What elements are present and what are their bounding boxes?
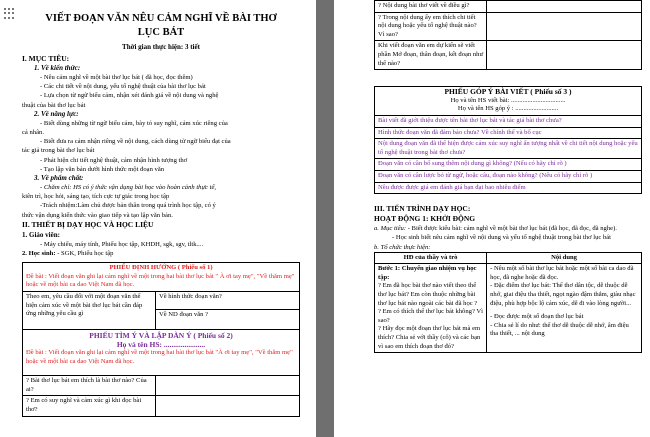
question-cell[interactable]: ? Em có suy nghĩ và cảm xúc gì khi đọc bài thơ? [23, 396, 156, 416]
answer-cell[interactable] [487, 12, 642, 41]
answer-cell[interactable] [487, 41, 642, 70]
student-materials-row [22, 249, 300, 258]
competence-line: cá nhân. [22, 129, 44, 137]
answer-cell[interactable] [155, 396, 299, 416]
duration-label: Thời gian thực hiện: 3 tiết [122, 43, 200, 51]
knowledge-line: - Lựa chọn từ ngữ biểu cảm, nhận xét đánh giá về nội dung và nghệ [40, 92, 219, 100]
content-line: - Nêu một số bài thơ lục bát hoặc một số bài ca dao đã học, đã nghe hoặc đã đọc. [490, 265, 634, 281]
subheading-qualities: 3. Về phẩm chất: [34, 174, 84, 183]
reviewer-name-line: Họ và tên HS góp ý : .......................... [457, 105, 559, 113]
content-line: - Đặc điểm thơ lục bát: Thể thơ dân tộc, dễ thuộc dễ nhớ, giai điệu tha thiết, ngọt ngào đậm thắm, giàu nhạc điệu, phù hợp bộc lộ cảm xúc, dễ đi vào lòng người... [490, 282, 636, 307]
question-cell[interactable]: Khi viết đoạn văn em dự kiến sẽ viết phần Mở đoạn, thân đoạn, kết đoạn như thế nào? [375, 41, 487, 70]
teacher-student-cell[interactable] [375, 264, 487, 353]
competence-line: - Biết dùng những từ ngữ biểu cảm, bày tỏ suy nghĩ, cảm xúc riêng của [40, 119, 228, 127]
section-heading-materials: II. THIẾT BỊ DẠY HỌC VÀ HỌC LIỆU [22, 219, 154, 229]
objective-text-2: - Học sinh biết nêu cảm nghĩ về nội dung và yếu tố nghệ thuật trong bài thơ lục bát [392, 234, 612, 242]
document-page-right [334, 0, 650, 437]
form-question-cell[interactable]: Về hình thức đoạn văn? [155, 292, 299, 310]
qualities-line: -Trách nhiệm:Làm chủ được bản thân trong quá trình học tập, có ý [40, 202, 216, 210]
feedback-row[interactable]: Nội dung đoạn văn đã thể hiện được cảm xúc suy nghĩ ấn tượng nhất về chi tiết nội dung hoặc yếu tố nghệ thuật trong bài thơ chưa? [375, 139, 642, 159]
section-heading-process: III. TIẾN TRÌNH DẠY HỌC: [374, 204, 471, 214]
content-line: - Chia sẻ lí do như: thể thơ dễ thuộc dễ nhớ, âm điệu tha thiết, ... nội dung [490, 321, 629, 338]
worksheet-1-title: PHIẾU ĐỊNH HƯỚNG ( Phiếu số 1) [109, 264, 213, 272]
knowledge-line: thuật của bài thơ lục bát [22, 101, 86, 109]
activity-question: ? Em đã học bài thơ nào viết theo thể thơ lục bát? Em còn thuộc những bài thơ lục bát nào ngoài các bài đã học ? [378, 282, 478, 307]
objective-label: a. Mục tiêu: [374, 225, 407, 233]
worksheet-table-3 [374, 86, 642, 194]
worksheet-1-cell[interactable] [23, 263, 300, 292]
worksheet-2-prompt: Đề bài : Viết đoạn văn ghi lại cảm nghĩ về một trong hai bài thơ lục bát "À ơi tay mẹ", "Về thăm mẹ" hoặc về một bài ca dao Việt Nam đã học. [26, 349, 293, 365]
student-materials: - SGK, Phiếu học tập [57, 250, 114, 258]
content-line: - Đọc được một số đoạn thơ lục bát [490, 313, 584, 321]
feedback-row[interactable]: Đoạn văn có cần lược bỏ từ ngữ, hoặc câu, đoạn nào không? (Nếu có hãy chỉ rõ ) [375, 170, 642, 182]
answer-cell[interactable] [155, 376, 299, 396]
worksheet-2-continued-table [374, 0, 642, 70]
table-move-handle-icon[interactable] [4, 8, 16, 20]
subheading-knowledge: 1. Về kiến thức: [34, 64, 81, 72]
step-1-label: Bước 1: Chuyển giao nhiệm vụ học tập: [378, 265, 477, 281]
answer-cell[interactable] [487, 1, 642, 13]
subheading-student: 2. Học sinh: [22, 250, 56, 258]
activity-col-header: HĐ của thầy và trò [375, 252, 487, 264]
worksheet-3-header-cell[interactable] [375, 87, 642, 116]
objective-paragraph [374, 224, 642, 233]
content-question-cell[interactable]: Về ND đoạn văn ? [155, 310, 299, 330]
requirement-question-cell[interactable]: Theo em, yêu cầu đối với một đoạn văn thể hiện cảm xúc về một bài thơ lục bát cần đáp ứng những yêu cầu gì [23, 292, 156, 330]
competence-line: tác giả trong bài thơ lục bát [22, 147, 95, 155]
teacher-materials: - Máy chiếu, máy tính, Phiếu học tập, KHDH, sgk, sgv, tltk.... [40, 240, 204, 248]
objective-text: - Biết được kiểu bài: cảm nghĩ về một bài thơ lục bát (đã học, đã đọc, đã nghe). [406, 225, 617, 233]
competence-line: - Phát hiện chi tiết nghệ thuật, cảm nhận hình tượng thơ [40, 156, 188, 164]
worksheet-2-cell[interactable] [23, 330, 300, 376]
content-cell[interactable] [487, 264, 642, 353]
feedback-row[interactable]: Bài viết đã giới thiệu được tên bài thơ lục bát và tác giả bài thơ chưa? [375, 115, 642, 127]
writer-name-line: Họ và tên HS viết bài: ................................. [450, 96, 566, 104]
qualities-line: kiên trì, học hỏi, sáng tạo, tích cực tự giác trong học tập [22, 193, 170, 201]
worksheet-2-title: PHIẾU TÌM Ý VÀ LẬP DÀN Ý ( Phiếu số 2) [89, 331, 233, 341]
activity-table [374, 252, 642, 354]
competence-line: - Biết đưa ra cảm nhận riêng về nội dung, cách dùng từ ngữ biểu đạt của [40, 138, 231, 146]
activity-question: ? Hãy đọc một đoạn thơ lục bát mà em thích? Chia sẻ với thầy (cô) và các bạn vì sao em thích đoạn thơ đó? [378, 325, 481, 350]
subheading-teacher: 1. Giáo viên: [22, 230, 60, 239]
section-heading-objectives: I. MỤC TIÊU: [22, 54, 70, 63]
content-col-header: Nội dung [487, 252, 642, 264]
question-cell[interactable]: ? Trong nội dung ấy em thích chi tiết nội dung hoặc yếu tố nghệ thuật nào? Vì sao? [375, 12, 487, 41]
question-cell[interactable]: ? Nội dung bài thơ viết về điều gì? [375, 1, 487, 13]
worksheet-2-name: Họ và tên HS: ...................... [116, 340, 206, 350]
activity-heading: HOẠT ĐỘNG 1: KHỞI ĐỘNG [374, 214, 476, 224]
document-title: VIẾT ĐOẠN VĂN NÊU CẢM NGHĨ VỀ BÀI THƠ LỤC BÁT [45, 13, 277, 38]
competence-line: - Tạo lập văn bản dưới hình thức một đoạn văn [40, 165, 165, 173]
qualities-line: - Chăm chỉ: HS có ý thức vận dụng bài học vào hoàn cảnh thực tế, [40, 184, 217, 192]
worksheet-3-title: PHIẾU GÓP Ý BÀI VIẾT ( Phiếu số 3 ) [444, 87, 572, 97]
organization-label: b. Tổ chức thực hiện: [374, 243, 431, 251]
activity-question: ? Em có thích thể thơ lục bát không? Vì sao? [378, 308, 483, 324]
document-page-left [0, 0, 316, 437]
feedback-row[interactable]: Nêu được được giá em đánh giá bạn đạt bao nhiêu điểm [375, 182, 642, 194]
feedback-row[interactable]: Đoạn văn có cần bổ sung thêm nội dung gì không? (Nếu có hãy chỉ rõ ) [375, 159, 642, 171]
worksheet-1-prompt: Đề bài : Viết đoạn văn ghi lại cảm nghĩ về một trong hai bài thơ lục bát " À ơi tay mẹ", "Về thăm mẹ" hoặc về một bài ca dao Việt Nam đã học. [26, 272, 295, 289]
qualities-line: thức vận dụng kiến thức vào giao tiếp và tạo lập văn bản. [22, 211, 173, 219]
subheading-competence: 2. Về năng lực: [34, 109, 79, 118]
knowledge-line: - Nêu cảm nghĩ về một bài thơ lục bát ( đã học, đọc thêm) [40, 74, 193, 81]
knowledge-line: - Các chi tiết về nội dung, yếu tố nghệ thuật của bài thơ lục bát [40, 83, 206, 91]
question-cell[interactable]: ? Bài thơ lục bát em thích là bài thơ nào? Của ai? [23, 376, 156, 396]
feedback-row[interactable]: Hình thức đoạn văn đã đảm bảo chưa? Về chính thể và bố cục [375, 127, 642, 139]
worksheet-table-1 [22, 262, 300, 416]
